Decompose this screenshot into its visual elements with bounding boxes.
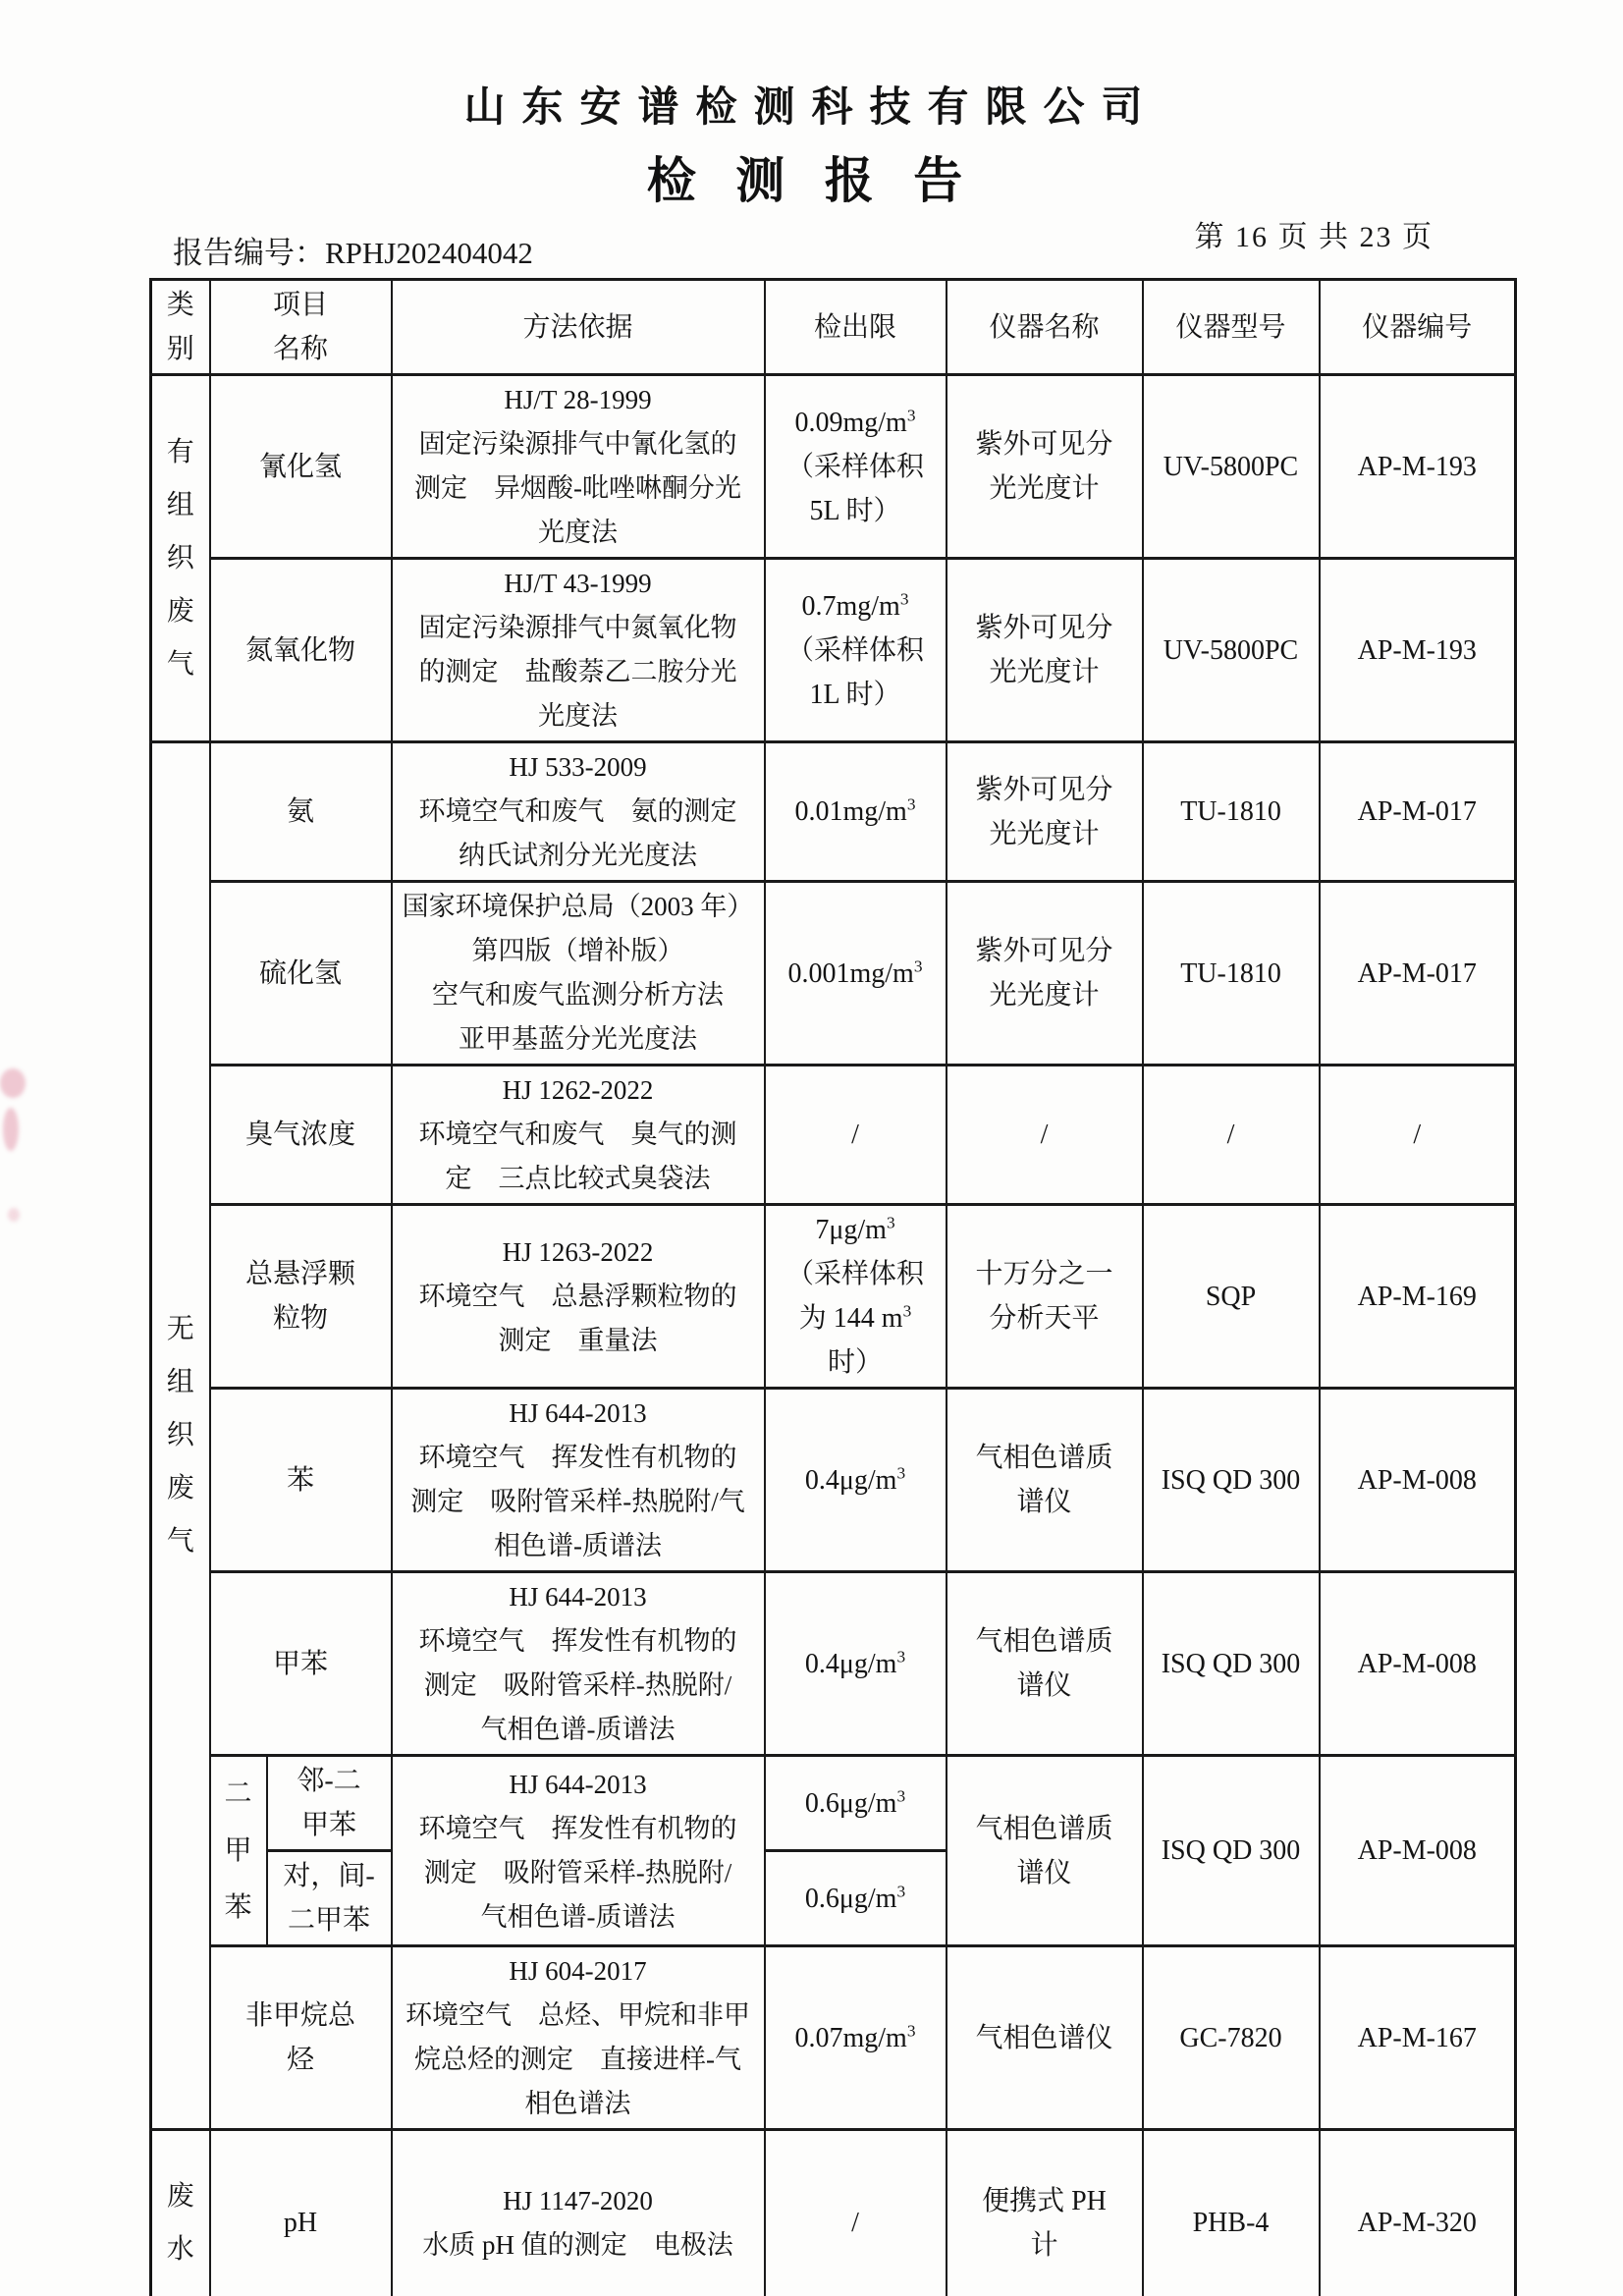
- cell-instrument-model: ISQ QD 300: [1143, 1572, 1320, 1756]
- header-detection-limit: 检出限: [765, 280, 947, 375]
- table-row: [151, 742, 1516, 882]
- header-method: 方法依据: [392, 280, 765, 375]
- cell-detection-limit: /: [765, 2130, 947, 2296]
- cell-method: HJ 1263-2022 环境空气 总悬浮颗粒物的 测定 重量法: [392, 1205, 765, 1389]
- table-row: [151, 1572, 1516, 1756]
- table-row: [151, 375, 1516, 559]
- header-instrument-no: 仪器编号: [1320, 280, 1516, 375]
- cell-instrument-name: 气相色谱仪: [947, 1946, 1143, 2130]
- cell-method: HJ 1262-2022 环境空气和废气 臭气的测 定 三点比较式臭袋法: [392, 1066, 765, 1205]
- cell-instrument-name: 紫外可见分 光光度计: [947, 559, 1143, 742]
- table-row: [151, 1756, 1516, 1851]
- cell-instrument-no: AP-M-008: [1320, 1572, 1516, 1756]
- report-header: [0, 0, 1623, 212]
- cell-item: 氰化氢: [210, 375, 392, 559]
- header-item-name: 项目 名称: [210, 280, 392, 375]
- cell-item: 硫化氢: [210, 882, 392, 1066]
- cell-instrument-model: GC-7820: [1143, 1946, 1320, 2130]
- cell-detection-limit: $0.01mg/m^3$: [765, 742, 947, 882]
- cell-item: 苯: [210, 1389, 392, 1572]
- cell-subitem: 邻-二 甲苯: [267, 1756, 392, 1851]
- cell-instrument-model: PHB-4: [1143, 2130, 1320, 2296]
- cell-method: HJ 644-2013 环境空气 挥发性有机物的 测定 吸附管采样-热脱附/ 气相色谱-质谱法: [392, 1572, 765, 1756]
- cell-method: HJ 604-2017 环境空气 总烃、甲烷和非甲 烷总烃的测定 直接进样-气 相色谱法: [392, 1946, 765, 2130]
- cell-instrument-name: 紫外可见分 光光度计: [947, 375, 1143, 559]
- cell-instrument-model: /: [1143, 1066, 1320, 1205]
- cell-category: 废 水: [151, 2130, 210, 2296]
- page-indicator: 第 16 页 共 23 页: [1194, 221, 1434, 253]
- cell-item: 氮氧化物: [210, 559, 392, 742]
- cell-instrument-no: AP-M-169: [1320, 1205, 1516, 1389]
- cell-instrument-name: 气相色谱质 谱仪: [947, 1389, 1143, 1572]
- header-category: 类 别: [151, 280, 210, 375]
- cell-detection-limit: $0.4\mu g/m^3$: [765, 1389, 947, 1572]
- stamp-fragment: [8, 1208, 20, 1222]
- table-row: [151, 882, 1516, 1066]
- cell-item: 臭气浓度: [210, 1066, 392, 1205]
- cell-instrument-no: AP-M-167: [1320, 1946, 1516, 2130]
- cell-item: pH: [210, 2130, 392, 2296]
- cell-detection-limit: $0.6\mu g/m^3$: [765, 1756, 947, 1851]
- cell-detection-limit: $0.7mg/m^3$ （采样体积 1L 时）: [765, 559, 947, 742]
- cell-detection-limit: $0.09mg/m^3$ （采样体积 5L 时）: [765, 375, 947, 559]
- cell-instrument-name: 紫外可见分 光光度计: [947, 882, 1143, 1066]
- cell-instrument-no: /: [1320, 1066, 1516, 1205]
- table-row: [151, 1389, 1516, 1572]
- cell-method: HJ/T 28-1999 固定污染源排气中氰化氢的 测定 异烟酸-吡唑啉酮分光 光度法: [392, 375, 765, 559]
- cell-instrument-model: ISQ QD 300: [1143, 1756, 1320, 1946]
- cell-instrument-model: SQP: [1143, 1205, 1320, 1389]
- cell-instrument-name: /: [947, 1066, 1143, 1205]
- table-row: [151, 2130, 1516, 2296]
- cell-instrument-no: AP-M-008: [1320, 1389, 1516, 1572]
- report-table: [149, 278, 1517, 2296]
- cell-instrument-model: UV-5800PC: [1143, 559, 1320, 742]
- cell-method: HJ 1147-2020 水质 pH 值的测定 电极法: [392, 2130, 765, 2296]
- cell-instrument-model: TU-1810: [1143, 742, 1320, 882]
- cell-item-group: 二 甲 苯: [210, 1756, 267, 1946]
- company-name: 山东安谱检测科技有限公司: [463, 85, 1160, 131]
- cell-item: 甲苯: [210, 1572, 392, 1756]
- cell-detection-limit: $0.001mg/m^3$: [765, 882, 947, 1066]
- cell-method: HJ/T 43-1999 固定污染源排气中氮氧化物 的测定 盐酸萘乙二胺分光 光度法: [392, 559, 765, 742]
- cell-instrument-model: UV-5800PC: [1143, 375, 1320, 559]
- cell-instrument-no: AP-M-193: [1320, 375, 1516, 559]
- cell-instrument-no: AP-M-193: [1320, 559, 1516, 742]
- cell-instrument-name: 气相色谱质 谱仪: [947, 1572, 1143, 1756]
- cell-detection-limit: /: [765, 1066, 947, 1205]
- table-row: [151, 1946, 1516, 2130]
- cell-instrument-no: AP-M-008: [1320, 1756, 1516, 1946]
- report-number-value: RPHJ202404042: [325, 236, 533, 270]
- cell-detection-limit: $7\mu g/m^3$ （采样体积 为 144 $m^3$ 时）: [765, 1205, 947, 1389]
- report-number-label: 报告编号：: [173, 236, 325, 270]
- table-row: [151, 1066, 1516, 1205]
- cell-instrument-no: AP-M-017: [1320, 742, 1516, 882]
- cell-instrument-name: 紫外可见分 光光度计: [947, 742, 1143, 882]
- cell-instrument-name: 便携式 PH 计: [947, 2130, 1143, 2296]
- cell-method: HJ 533-2009 环境空气和废气 氨的测定 纳氏试剂分光光度法: [392, 742, 765, 882]
- cell-instrument-model: ISQ QD 300: [1143, 1389, 1320, 1572]
- cell-detection-limit: $0.6\mu g/m^3$: [765, 1851, 947, 1946]
- cell-detection-limit: $0.07mg/m^3$: [765, 1946, 947, 2130]
- cell-item: 总悬浮颗 粒物: [210, 1205, 392, 1389]
- cell-instrument-no: AP-M-017: [1320, 882, 1516, 1066]
- cell-category: 有 组 织 废 气: [151, 375, 210, 742]
- stamp-fragment: [0, 1068, 26, 1098]
- cell-item: 氨: [210, 742, 392, 882]
- cell-method: HJ 644-2013 环境空气 挥发性有机物的 测定 吸附管采样-热脱附/气 相色谱-质谱法: [392, 1389, 765, 1572]
- table-row: [151, 559, 1516, 742]
- header-instrument-name: 仪器名称: [947, 280, 1143, 375]
- cell-instrument-model: TU-1810: [1143, 882, 1320, 1066]
- cell-instrument-no: AP-M-320: [1320, 2130, 1516, 2296]
- report-meta-row: [173, 212, 1434, 272]
- cell-subitem: 对，间- 二甲苯: [267, 1851, 392, 1946]
- table-header-row: [151, 280, 1516, 375]
- table-row: [151, 1205, 1516, 1389]
- cell-item: 非甲烷总 烃: [210, 1946, 392, 2130]
- stamp-fragment: [3, 1108, 19, 1151]
- report-title: 检 测 报 告: [646, 153, 977, 208]
- cell-instrument-name: 气相色谱质 谱仪: [947, 1756, 1143, 1946]
- cell-detection-limit: $0.4\mu g/m^3$: [765, 1572, 947, 1756]
- cell-method: HJ 644-2013 环境空气 挥发性有机物的 测定 吸附管采样-热脱附/ 气相色谱-质谱法: [392, 1756, 765, 1946]
- cell-method: 国家环境保护总局（2003 年） 第四版（增补版） 空气和废气监测分析方法 亚甲基蓝分光光度法: [392, 882, 765, 1066]
- cell-instrument-name: 十万分之一 分析天平: [947, 1205, 1143, 1389]
- header-instrument-model: 仪器型号: [1143, 280, 1320, 375]
- cell-category: 无 组 织 废 气: [151, 742, 210, 2130]
- report-number: [173, 228, 533, 272]
